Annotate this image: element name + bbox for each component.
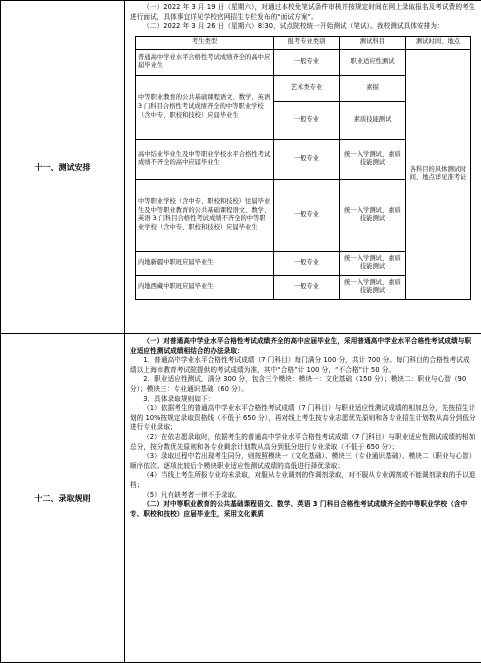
test-subject-cell: 统一入学测试、素质技能测试: [340, 179, 406, 251]
admission-paragraph: （3）录取过程中若出现考生同分，则按照模块一（文化基础）、模块三（专业通识基础）、模块二（职业与心智）顺序依次、逐项比较后个模块职业适应性测试成绩的高低进行择优录取；: [130, 452, 476, 470]
admission-rule-heading-1: （一）对普通高中学业水平合格性考试成绩齐全的高中应届毕业生，采用普通高中学业水平合格性考试成绩与职业适应性测试成绩相结合的办法录取：: [130, 337, 472, 355]
section-12-content: [125, 334, 481, 663]
candidate-type-cell: 内地新疆中职班应届毕业生: [136, 251, 274, 275]
test-interview-paragraph: （一）2022 年 3 月 19 日（星期六），对通过本校免笔试条件审核并按规定时间在网上录取报名及考试费的考生进行面试，具体事宜详见学校官网招生专栏发布的“面试方案”。: [130, 3, 476, 21]
major-category-cell: 一般专业: [274, 251, 340, 275]
test-subject-cell: 素描: [340, 75, 406, 101]
candidate-type-cell: 高中结业毕业生及中等职业学校水平合格性考试成绩不齐全的高中应届毕业生: [136, 139, 274, 179]
major-category-cell: 一般专业: [274, 179, 340, 251]
major-category-cell: 一般专业: [274, 49, 340, 75]
admission-rule-heading-2: （二）对中等职业教育的公共基础课程语文、数学、英语 3 门科目合格性考试成绩齐全的中等职业学校（含中专、职校和技校）应届毕业生，采用文化素质: [130, 500, 468, 518]
section-12-label: 十二、录取规则: [1, 334, 125, 663]
major-category-cell: 一般专业: [274, 275, 340, 299]
schedule-row: [136, 49, 471, 75]
section-11-label: 十一、测试安排: [1, 1, 125, 334]
header-time-place: 测试时间、地点: [406, 36, 471, 49]
admission-paragraph: （4）当线上考生所报专业均未录取，对服从专业调剂的作调剂录取，对不服从专业调剂或不能调剂录取的予以退档；: [130, 471, 476, 489]
major-category-cell: 一般专业: [274, 139, 340, 179]
test-subject-cell: 统一入学测试、素质技能测试: [340, 139, 406, 179]
candidate-type-cell: 内地西藏中职班应届毕业生: [136, 275, 274, 299]
time-place-cell: 各科目的具体测试时间、地点详见准考证: [406, 49, 471, 299]
admission-paragraph: 1．普通高中学业水平合格性考试成绩（7 门科目）每门满分 100 分，共计 700 分。每门科目的合格性考试成绩以上海市教育考试院提供的考试成绩为准，其中“合格”计 100 分，“不合格”计 50 分。: [130, 356, 470, 374]
admission-paragraph: （5）凡有缺考者一律不予录取。: [143, 490, 242, 499]
major-category-cell: 艺术类专业: [274, 75, 340, 101]
candidate-type-cell: 中等职业教育的公共基础课程语文、数学、英语 3 门科目合格性考试成绩齐全的中等职业学校（含中专、职校和技校）应届毕业生: [136, 75, 274, 139]
schedule-header-row: [136, 36, 471, 49]
header-major-category: 报考专业类别: [274, 36, 340, 49]
test-schedule-table: [135, 36, 471, 300]
admission-paragraph: 2．职业适应性测试，满分 300 分，包含三个模块：模块一：文化基础（150 分）；模块二：职业与心智（90 分）；模块三：专业通识基础（60 分）。: [130, 375, 467, 393]
admission-paragraph: （1）依据考生的普通高中学业水平合格性考试成绩（7 门科目）与职业适应性测试成绩的相加总分，先按招生计划的 10%按规定录取资格线（不低于 650 分），再对线上考生按专业志愿优先原则和各专业招生计划数从高分到低分进行专业录取；: [130, 404, 476, 432]
admission-paragraph: 3．具体录取规则如下：: [143, 394, 215, 403]
test-exam-paragraph: （二）2022 年 3 月 26 日（星期六）8:30，试点院校统一开始测试（笔试）。我校测试具体安排为：: [143, 22, 444, 31]
test-subject-cell: 统一入学测试、素质技能测试: [340, 275, 406, 299]
header-candidate-type: 考生类型: [136, 36, 274, 49]
major-category-cell: 一般专业: [274, 101, 340, 139]
test-subject-cell: 统一入学测试、素质技能测试: [340, 251, 406, 275]
admission-paragraph: （2）在依志愿录取时，依据考生的普通高中学业水平合格性考试成绩（7 门科目）与职业适应性测试成绩的相加总分，按分数优先原则和各专业剩余计划数从高分到低分进行专业录取（不低于 650 分）；: [130, 432, 476, 451]
test-subject-cell: 职业适应性测试: [340, 49, 406, 75]
candidate-type-cell: 中等职业学校（含中专、职校和技校）往届毕业生及中等职业教育的公共基础课程语文、数学、英语 3 门科目合格性考试成绩不齐全的中等职业学校（含中专、职校和技校）应届毕业生: [136, 179, 274, 251]
section-11-content: [125, 1, 481, 334]
candidate-type-cell: 普通高中学业水平合格性考试成绩齐全的高中应届毕业生: [136, 49, 274, 75]
header-test-subject: 测试科目: [340, 36, 406, 49]
test-subject-cell: 素质技能测试: [340, 101, 406, 139]
